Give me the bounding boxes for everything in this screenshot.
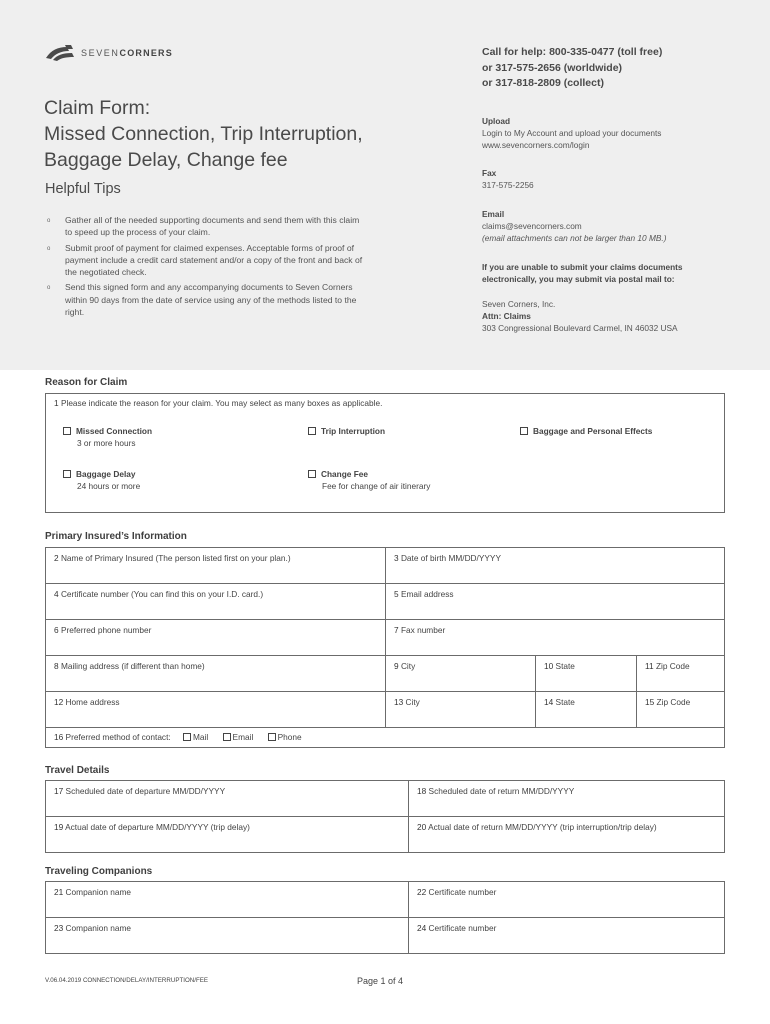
certificate-number-field[interactable]: 4 Certificate number (You can find this on your I.D. card.) [54,589,264,599]
actual-return-field[interactable]: 20 Actual date of return MM/DD/YYYY (trip interruption/trip delay) [408,817,724,852]
primary-insured-name-field[interactable]: 2 Name of Primary Insured (The person listed first on your plan.) [54,553,291,563]
table-row [46,918,724,954]
contact-phone-option[interactable]: Phone [268,732,302,742]
table-row [46,584,724,620]
fax-number-field[interactable]: 7 Fax number [385,620,724,655]
baggage-delay-option[interactable]: Baggage Delay 24 hours or more [63,468,140,492]
scheduled-departure-field[interactable]: 17 Scheduled date of departure MM/DD/YYYY [54,786,226,796]
table-row [46,692,724,728]
help-phone-numbers: Call for help: 800-335-0477 (toll free) or 317-575-2656 (worldwide) or 317-818-2809 (collect) [482,46,663,89]
missed-connection-option[interactable]: Missed Connection 3 or more hours [63,425,152,449]
table-row [46,882,724,918]
preferred-contact-method: 16 Preferred method of contact: Mail Email Phone [54,732,302,742]
email-link[interactable]: claims@sevencorners.com [482,221,582,231]
form-version: V.06.04.2019 CONNECTION/DELAY/INTERRUPTION/FEE [45,977,208,984]
trip-interruption-option[interactable]: Trip Interruption [308,425,385,437]
contact-email-option[interactable]: Email [223,732,254,742]
header-panel [0,0,770,370]
checkbox[interactable] [183,733,191,741]
reason-intro: 1 Please indicate the reason for your claim. You may select as many boxes as applicable. [54,398,383,408]
baggage-personal-effects-option[interactable]: Baggage and Personal Effects [520,425,652,437]
table-row [46,656,724,692]
table-row [46,781,724,817]
companion-certificate-field[interactable]: 22 Certificate number [408,882,724,917]
seven-corners-logo-icon [45,44,75,62]
companion-name-field[interactable]: 23 Companion name [54,923,132,933]
reason-for-claim-heading: Reason for Claim [45,377,128,388]
checkbox[interactable] [520,427,528,435]
change-fee-option[interactable]: Change Fee Fee for change of air itinerary [308,468,430,492]
bullet-icon: o [47,285,51,292]
contact-info [482,45,742,333]
list-item: o Submit proof of payment for claimed expenses. Acceptable forms of proof of payment include a credit card statement and/or a copy of the front and back of the negotiated check. [47,242,363,278]
companion-name-field[interactable]: 21 Companion name [54,887,132,897]
upload-info: Upload Login to My Account and upload your documents www.sevencorners.com/login [482,116,662,150]
list-item: o Gather all of the needed supporting documents and send them with this claim to speed up the process of your claim. [47,215,360,238]
checkbox[interactable] [308,470,316,478]
page-title: Claim Form: Missed Connection, Trip Interruption, Baggage Delay, Change fee [44,97,363,171]
contact-mail-option[interactable]: Mail [183,732,208,742]
date-of-birth-field[interactable]: 3 Date of birth MM/DD/YYYY [385,548,724,583]
travel-details-heading: Travel Details [45,765,110,776]
mailing-zip-field[interactable]: 11 Zip Code [636,656,724,691]
table-row [46,620,724,656]
mailing-state-field[interactable]: 10 State [535,656,636,691]
primary-insured-grid [45,547,725,748]
mailing-city-field[interactable]: 9 City [385,656,535,691]
primary-insured-heading: Primary Insured’s Information [45,531,187,542]
home-zip-field[interactable]: 15 Zip Code [636,692,724,727]
table-row [46,817,724,853]
checkbox[interactable] [308,427,316,435]
list-item: o Send this signed form and any accompanying documents to Seven Corners within 90 days from the date of service using any of the methods listed to the right. [47,282,357,318]
helpful-tips-list [45,214,365,321]
mailing-address-field[interactable]: 8 Mailing address (if different than home) [54,661,205,671]
fax-info: Fax 317-575-2256 [482,168,534,190]
checkbox[interactable] [63,427,71,435]
email-address-field[interactable]: 5 Email address [385,584,724,619]
actual-departure-field[interactable]: 19 Actual date of departure MM/DD/YYYY (trip delay) [54,822,250,832]
postal-mail-note: If you are unable to submit your claims documents electronically, you may submit via postal mail to: [482,262,683,284]
bullet-icon: o [47,218,51,224]
logo [45,44,173,62]
scheduled-return-field[interactable]: 18 Scheduled date of return MM/DD/YYYY [408,781,724,816]
home-address-field[interactable]: 12 Home address [54,697,120,707]
traveling-companions-grid [45,881,725,954]
home-city-field[interactable]: 13 City [385,692,535,727]
upload-link[interactable]: www.sevencorners.com/login [482,140,590,150]
checkbox[interactable] [268,733,276,741]
home-state-field[interactable]: 14 State [535,692,636,727]
email-info: Email claims@sevencorners.com (email attachments can not be larger than 10 MB.) [482,209,667,243]
travel-details-grid [45,780,725,853]
page-number: Page 1 of 4 [357,976,404,986]
preferred-phone-field[interactable]: 6 Preferred phone number [54,625,152,635]
table-row [46,728,724,748]
table-row [46,548,724,584]
helpful-tips-heading: Helpful Tips [45,181,121,197]
reason-for-claim-box [45,393,725,513]
postal-address: Seven Corners, Inc. Attn: Claims 303 Congressional Boulevard Carmel, IN 46032 USA [482,299,678,333]
checkbox[interactable] [223,733,231,741]
companion-certificate-field[interactable]: 24 Certificate number [408,918,724,953]
logo-wordmark: SEVENCORNERS [81,48,173,58]
traveling-companions-heading: Traveling Companions [45,866,153,877]
bullet-icon: o [47,245,51,252]
checkbox[interactable] [63,470,71,478]
